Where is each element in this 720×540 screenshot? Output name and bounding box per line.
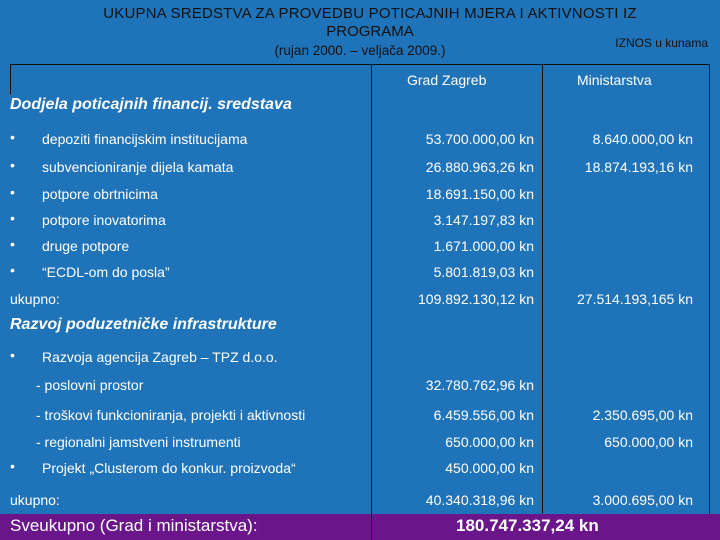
table-border-left [10,64,11,94]
bullet: • [10,236,15,252]
row-grad-value: 26.880.963,26 kn [425,159,534,175]
total-label: ukupno: [10,492,60,508]
row-label: subvencioniranje dijela kamata [42,159,234,175]
row-label: potpore obrtnicima [42,186,158,202]
bullet: • [10,157,15,173]
page-subtitle: (rujan 2000. – veljača 2009.) [274,43,446,58]
grand-total-divider [371,514,372,540]
grand-total-row [0,514,720,540]
grand-total-label: Sveukupno (Grad i ministarstva): [10,516,258,535]
bullet: • [10,210,15,226]
unit-label: IZNOS u kunama [615,36,708,50]
row-grad-value: 3.147.197,83 kn [433,212,534,228]
column-header-ministarstvo: Ministarstva [577,72,652,88]
bullet: • [10,458,15,474]
row-label: - regionalni jamstveni instrumenti [36,434,241,450]
row-ministarstvo-value: 18.874.193,16 kn [584,159,693,175]
row-label: depoziti financijskim institucijama [42,131,248,147]
row-label: - poslovni prostor [36,377,144,393]
row-grad-value: 650.000,00 kn [445,434,534,450]
page-title-line2: PROGRAMA [326,23,414,40]
total-ministarstvo-value: 27.514.193,165 kn [577,291,693,307]
row-grad-value: 53.700.000,00 kn [425,131,534,147]
row-grad-value: 5.801.819,03 kn [433,264,534,280]
row-ministarstvo-value: 650.000,00 kn [604,434,693,450]
section-title-infrastructure: Razvoj poduzetničke infrastrukture [10,316,277,333]
row-label: Projekt „Clusterom do konkur. proizvoda“ [42,460,296,476]
row-grad-value: 450.000,00 kn [445,460,534,476]
row-grad-value: 18.691.150,00 kn [425,186,534,202]
table-border-right [709,64,710,514]
row-label: druge potpore [42,238,130,254]
row-label: potpore inovatorima [42,212,166,228]
row-grad-value: 32.780.762,96 kn [425,377,534,393]
bullet: • [10,262,15,278]
page-title: UKUPNA SREDSTVA ZA PROVEDBU POTICAJNIH MJERA I AKTIVNOSTI IZ [103,5,637,22]
total-grad-value: 40.340.318,96 kn [425,492,534,508]
row-label: “ECDL-om do posla” [42,264,170,280]
total-label: ukupno: [10,291,60,307]
grand-total-value: 180.747.337,24 kn [456,516,599,535]
bullet: • [10,347,15,363]
total-ministarstvo-value: 3.000.695,00 kn [592,492,693,508]
row-label: - troškovi funkcioniranja, projekti i aktivnosti [36,407,306,423]
row-ministarstvo-value: 2.350.695,00 kn [592,407,693,423]
row-ministarstvo-value: 8.640.000,00 kn [592,131,693,147]
bullet: • [10,184,15,200]
bullet: • [10,129,15,145]
table-border-top [10,64,710,65]
total-grad-value: 109.892.130,12 kn [418,291,534,307]
column-header-grad: Grad Zagreb [407,72,487,88]
section-title-funding: Dodjela poticajnih financij. sredstava [10,96,292,113]
agency-label: Razvoja agencija Zagreb – TPZ d.o.o. [42,349,278,365]
row-grad-value: 1.671.000,00 kn [433,238,534,254]
header [0,0,720,62]
funding-table [10,64,710,540]
row-grad-value: 6.459.556,00 kn [433,407,534,423]
